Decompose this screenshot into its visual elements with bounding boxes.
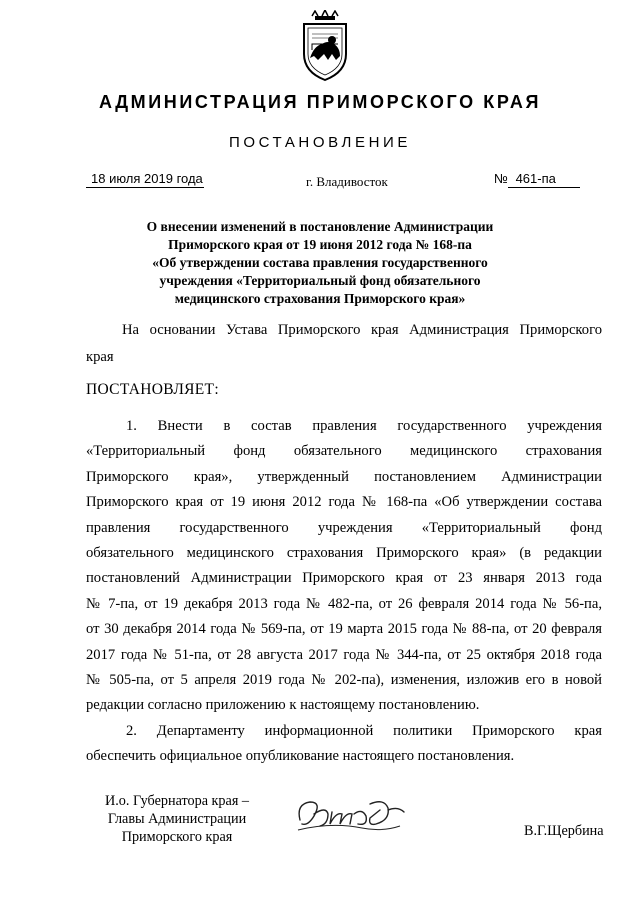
position-line: И.о. Губернатора края – [105,793,249,809]
heading-line: Приморского края от 19 июня 2012 года № 168-па [168,237,472,252]
position-line: Главы Администрации [107,811,247,827]
number-value: 461-па [515,171,556,186]
signer-name: В.Г.Щербина [524,823,604,839]
heading-line: «Об утверждении состава правления государственного [152,255,488,270]
item1-line: № 505-па, от 5 апреля 2019 года № 202-па), изменения, изложив его в новой [86,671,602,688]
basis-paragraph-line: края [86,349,114,365]
item1-line: обязательного медицинского страхования Приморского края» (в редакции [86,544,602,561]
document-number [494,171,556,186]
document-heading [120,218,520,308]
basis-paragraph-line: На основании Устава Приморского края Администрация Приморского [122,322,602,338]
item2-line: обеспечить официальное опубликование настоящего постановления. [86,748,515,765]
number-prefix: № [494,171,508,186]
item1-line: «Территориальный фонд обязательного медицинского страхования [86,443,602,460]
item1-line: редакции согласно приложению к настоящему постановлению. [86,697,480,714]
resolution-items [86,414,602,769]
item1-line: постановлений Администрации Приморского края от 23 января 2013 года [86,570,602,587]
document-date: 18 июля 2019 года [91,171,203,186]
item1-line: 2017 года № 51-па, от 28 августа 2017 года № 344-па, от 25 октября 2018 года [86,646,602,663]
item1-line: от 30 декабря 2014 года № 569-па, от 19 марта 2015 года № 88-па, от 20 февраля [86,621,602,638]
item1-line: правления государственного учреждения «Территориальный фонд [86,519,602,536]
item2-line: 2. Департаменту информационной политики Приморского края [126,722,602,739]
heading-line: медицинского страхования Приморского края» [174,291,466,306]
signatory-position [84,792,270,846]
item1-line: № 7-па, от 19 декабря 2013 года № 482-па, от 26 февраля 2014 года № 56-па, [86,595,602,612]
heading-line: О внесении изменений в постановление Администрации [146,219,494,234]
handwritten-signature-icon [292,790,412,842]
organization-title: АДМИНИСТРАЦИЯ ПРИМОРСКОГО КРАЯ [98,92,542,112]
number-underline [508,187,580,188]
position-line: Приморского края [121,829,233,845]
date-underline [86,187,204,188]
item1-line: Приморского края от 19 июня 2012 года № 168-па «Об утверждении состава [86,494,602,511]
coat-of-arms-icon [298,10,352,82]
item1-line: 1. Внести в состав правления государственного учреждения [126,418,602,434]
document-type: ПОСТАНОВЛЕНИЕ [228,134,412,151]
heading-line: учреждения «Территориальный фонд обязательного [159,273,481,288]
item1-line: Приморского края», утвержденный постановлением Администрации [86,468,602,485]
resolve-word: ПОСТАНОВЛЯЕТ: [86,381,219,398]
document-city: г. Владивосток [306,174,388,189]
